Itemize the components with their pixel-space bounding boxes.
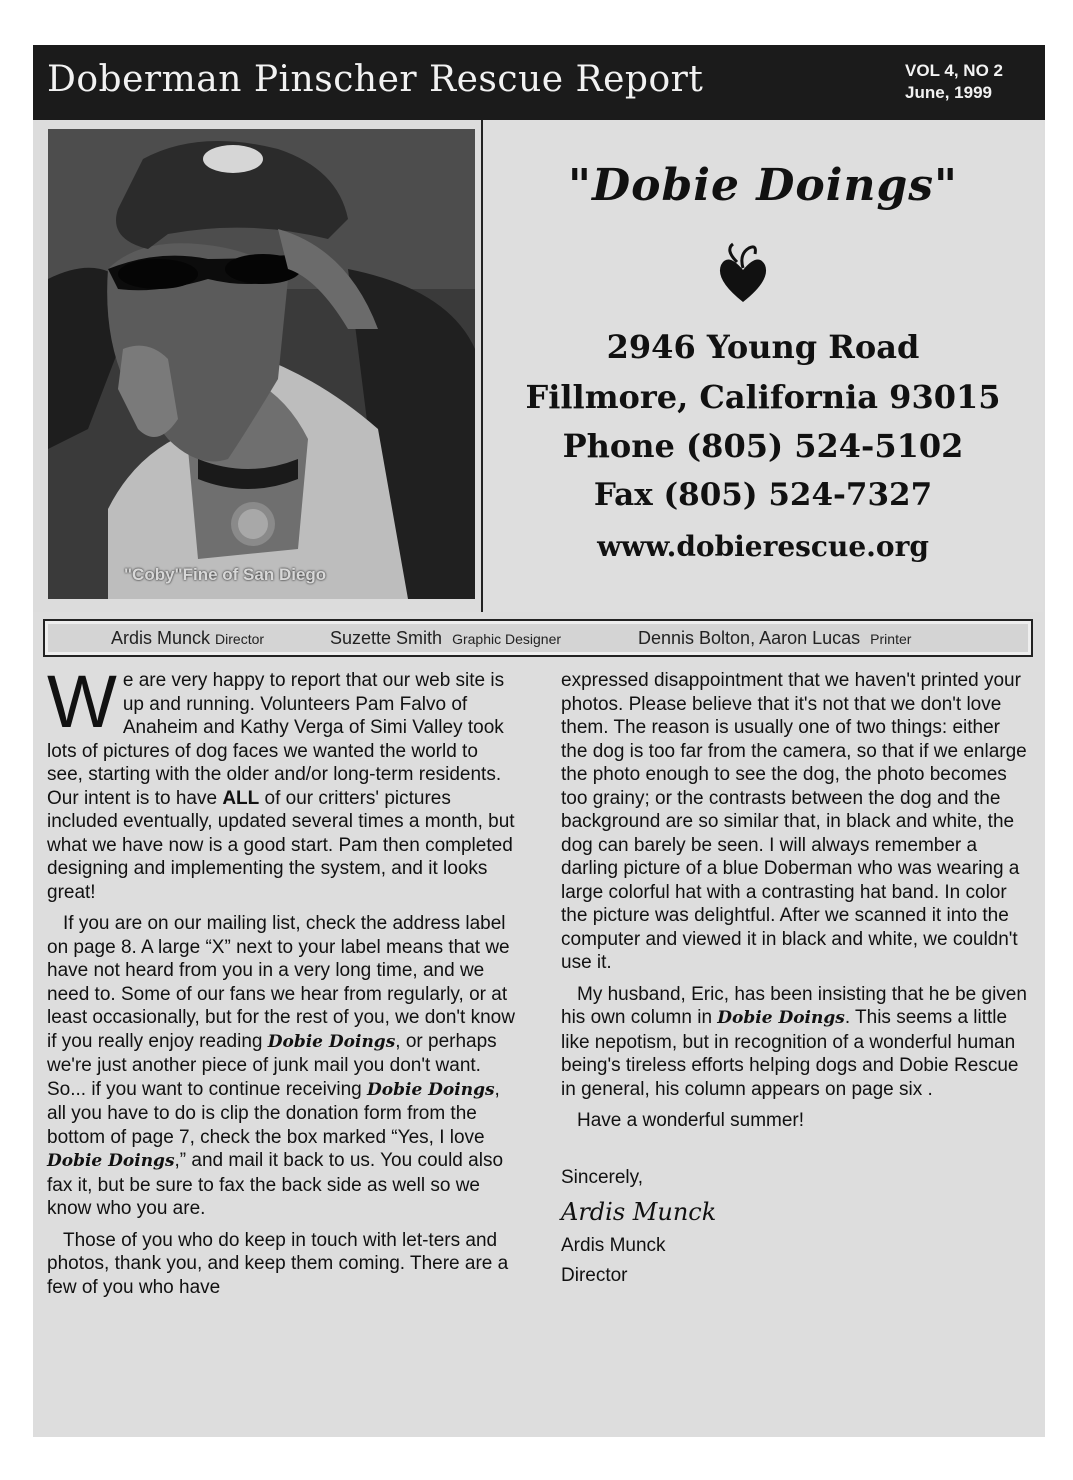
- phone-number: Phone (805) 524-5102: [562, 427, 964, 465]
- signer-title: Director: [561, 1264, 628, 1286]
- address-street: 2946 Young Road: [606, 328, 920, 366]
- staff-credits: [43, 619, 1033, 657]
- issue-volume: VOL 4, NO 2: [905, 61, 1003, 80]
- paragraph: Have a wonderful summer!: [577, 1110, 805, 1131]
- dog-illustration: [48, 129, 475, 599]
- staff-director: Ardis Munck Director: [111, 628, 265, 648]
- website-link[interactable]: www.dobierescue.org: [597, 530, 929, 563]
- staff-designer: Suzette Smith Graphic Designer: [330, 628, 562, 648]
- paragraph: My husband, Eric, has been insisting that he be given his own column in Dobie Doings. This seems a little like nepotism, but in recognition of a wonderful human being's tireless efforts helping dogs and Dobie Rescue in general, his column appears on page six .: [561, 983, 1027, 1100]
- signer-name: Ardis Munck: [561, 1234, 666, 1256]
- letter-column-right: [561, 669, 1029, 1291]
- issue-info: [905, 60, 1003, 104]
- masthead-title: Doberman Pinscher Rescue Report: [47, 59, 704, 100]
- paragraph: If you are on our mailing list, check the address label on page 8. A large “X” next to your label means that we have not heard from you in a very long time, and we need to. Some of our fans we hear from regularly, or at least occasionally, but for the rest of you, we don't know if you really enjoy reading Dobie Doings, or perhaps we're just another piece of junk mail you don't want. So... if you want to continue receiving Dobie Doings, all you have to do is clip the donation form from the bottom of page 7, check the box marked “Yes, I love Dobie Doings,” and mail it back to us. You could also fax it, but be sure to fax the back side as well so we know who you are.: [47, 913, 515, 1219]
- masthead: [33, 45, 1045, 120]
- letter-closing: [561, 1163, 1029, 1291]
- heart-icon: [713, 240, 773, 310]
- paragraph: Those of you who do keep in touch with let-ters and photos, thank you, and keep them coming. There are a few of you who have: [47, 1229, 509, 1298]
- paragraph: We are very happy to report that our web site is up and running. Volunteers Pam Falvo of Anaheim and Kathy Verga of Simi Valley took lots of pictures of dog faces we wanted the world to see, starting with the older and/or long-term residents. Our intent is to have ALL of our critters' pictures included eventually, updated several times a month, but what we have now is a good start. Pam then completed designing and implementing the system, and it looks great!: [47, 660, 515, 903]
- photo-frame: [33, 120, 481, 612]
- paragraph: expressed disappointment that we haven't printed your photos. Please believe that it's not that we don't love them. The reason is usually one of two things: either the dog is too far from the camera, so that if we enlarge the photo enough to see the dog, the photo becomes too grainy; or the contrasts between the dog and the background are so similar that, in black and white, the dog can barely be seen. I will always remember a darling picture of a blue Doberman who was wearing a large colorful hat with a contrasting hat band. In color the picture was delightful. After we scanned it into the computer and viewed it in black and white, we couldn't use it.: [561, 670, 1027, 973]
- signature: Ardis Munck: [561, 1197, 717, 1226]
- fax-number: Fax (805) 524-7327: [593, 477, 933, 513]
- newsletter-brand: "Dobie Doings": [568, 160, 958, 211]
- sincerely: Sincerely,: [561, 1166, 644, 1188]
- issue-date: June, 1999: [905, 83, 992, 102]
- contact-box: [481, 120, 1043, 612]
- newsletter-page: [33, 45, 1045, 1437]
- letter-column-left: [47, 660, 515, 1307]
- dog-photo: [48, 129, 475, 599]
- photo-caption: "Coby"Fine of San Diego: [124, 565, 327, 584]
- address-city: Fillmore, California 93015: [525, 378, 1001, 416]
- drop-cap: W: [47, 660, 117, 743]
- staff-printer: Dennis Bolton, Aaron Lucas Printer: [638, 628, 912, 648]
